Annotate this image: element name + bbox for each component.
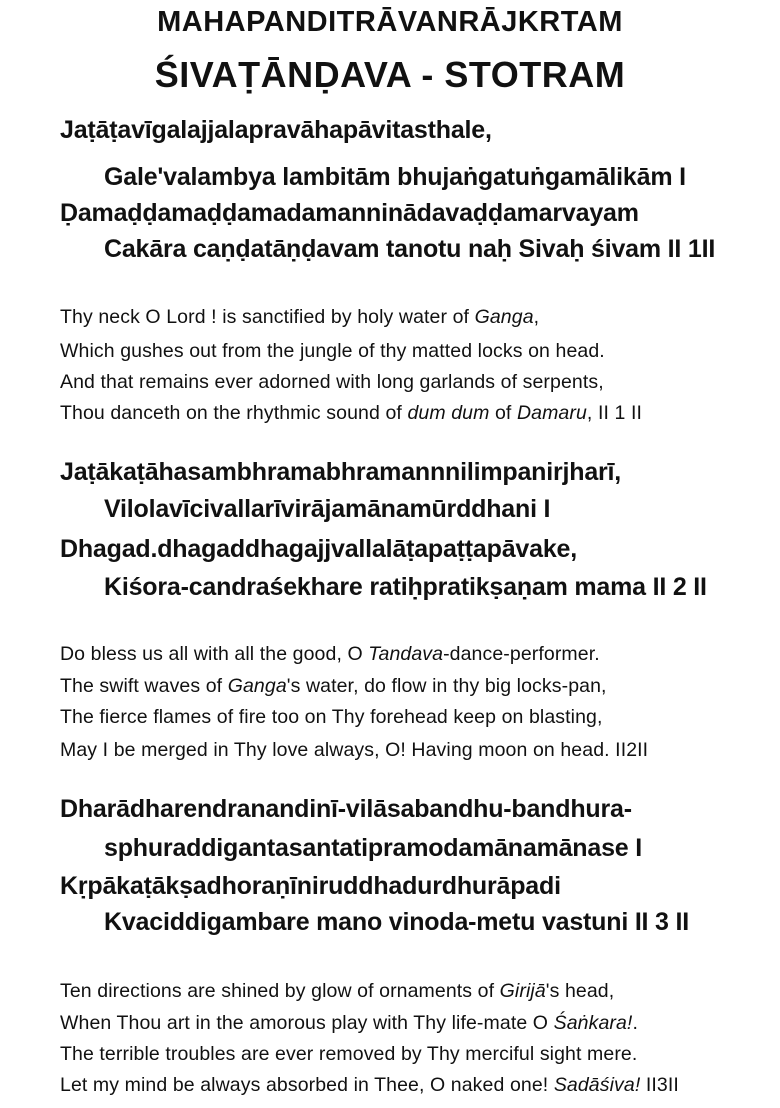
stanza-2-translation-line-4: May I be merged in Thy love always, O! Having moon on head. II2II — [60, 739, 649, 761]
stanza-1-translation-line-4: Thou danceth on the rhythmic sound of dum dum of Damaru, II 1 II — [60, 402, 642, 424]
stanza-1-verse-line-2: Gale'valambya lambitām bhujaṅgatuṅgamālikām I — [104, 163, 686, 191]
stanza-3-translation-line-4: Let my mind be always absorbed in Thee, O naked one! Sadāśiva! II3II — [60, 1074, 679, 1096]
page-title-hymn: ŚIVAṬĀNḌAVA - STOTRAM — [154, 54, 626, 95]
stanza-3-translation-line-3: The terrible troubles are ever removed by Thy merciful sight mere. — [60, 1043, 638, 1065]
stanza-1-translation-line-2: Which gushes out from the jungle of thy matted locks on head. — [60, 340, 605, 362]
stanza-3-verse-line-3: Kṛpākaṭākṣadhoraṇīniruddhadurdhurāpadi — [60, 872, 561, 900]
stanza-3-verse-line-4: Kvaciddigambare mano vinoda-metu vastuni II 3 II — [104, 908, 689, 936]
stanza-2-verse-line-1: Jaṭākaṭāhasambhramabhramannnilimpanirjharī, — [60, 458, 622, 486]
stanza-2-translation-line-1: Do bless us all with all the good, O Tandava-dance-performer. — [60, 643, 600, 665]
stanza-1-verse-line-1: Jaṭāṭavīgalajjalapravāhapāvitasthale, — [60, 116, 492, 144]
stanza-1-translation-line-3: And that remains ever adorned with long garlands of serpents, — [60, 371, 604, 393]
page-title-author: MAHAPANDITRĀVANRĀJKRTAM — [157, 6, 623, 38]
stanza-1-verse-line-4: Cakāra caṇḍatāṇḍavam tanotu naḥ Sivaḥ śivam II 1II — [104, 235, 716, 263]
stanza-2-verse-line-3: Dhagad.dhagaddhagajjvallalāṭapaṭṭapāvake, — [60, 535, 577, 563]
stanza-2-translation-line-2: The swift waves of Ganga's water, do flow in thy big locks-pan, — [60, 675, 607, 697]
stanza-1-verse-line-3: Ḍamaḍḍamaḍḍamadamanninādavaḍḍamarvayam — [60, 199, 639, 227]
stanza-3-verse-line-2: sphuraddigantasantatipramodamānamānase I — [104, 834, 642, 862]
stanza-3-translation-line-1: Ten directions are shined by glow of ornaments of Girijā's head, — [60, 980, 615, 1002]
stanza-2-verse-line-4: Kiśora-candraśekhare ratiḥpratikṣaṇam mama II 2 II — [104, 573, 707, 601]
stanza-2-verse-line-2: Vilolavīcivallarīvirājamānamūrddhani I — [104, 495, 551, 523]
stanza-3-translation-line-2: When Thou art in the amorous play with Thy life-mate O Śaṅkara!. — [60, 1012, 638, 1034]
stanza-2-translation-line-3: The fierce flames of fire too on Thy forehead keep on blasting, — [60, 706, 603, 728]
stanza-3-verse-line-1: Dharādharendranandinī-vilāsabandhu-bandhura- — [60, 795, 632, 823]
stanza-1-translation-line-1: Thy neck O Lord ! is sanctified by holy water of Ganga, — [60, 306, 540, 328]
